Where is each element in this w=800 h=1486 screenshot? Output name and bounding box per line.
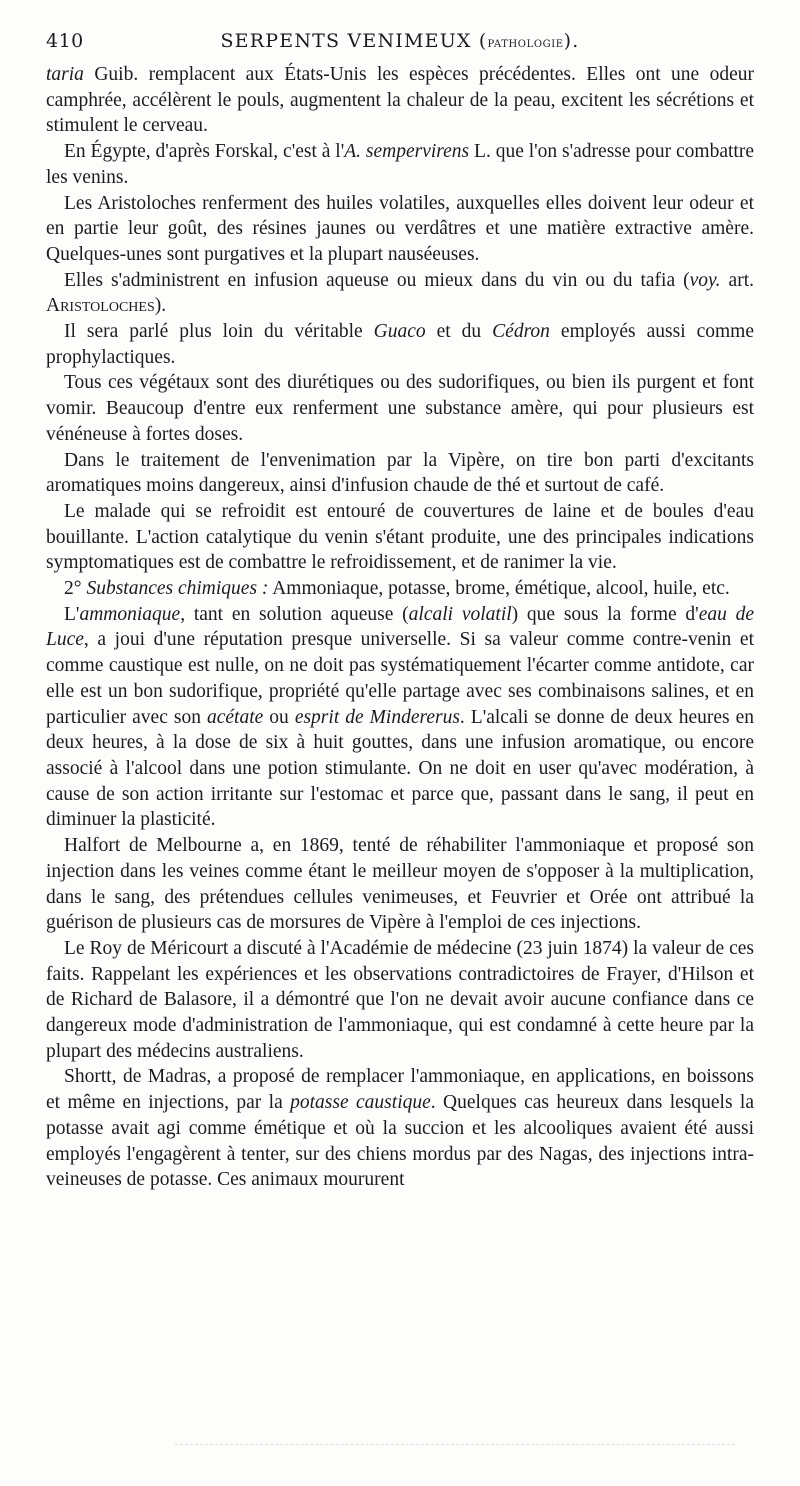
italic-text: potasse caustique — [290, 1092, 431, 1114]
italic-text: ammoniaque — [79, 603, 181, 625]
italic-text: esprit de Mindererus — [294, 706, 460, 728]
text-run: , a joui d'une réputation presque universelle. Si sa valeur comme contre-venin et comme caustique est nulle, on ne doit pas systématiquement l'écarter comme antidote, car elle est un bon sudorifique, propriété qu'elle partage avec ses combinaisons salines, et en particulier avec son — [46, 629, 754, 728]
text-run: Ammoniaque, potasse, brome, émétique, alcool, huile, etc. — [268, 578, 730, 600]
italic-text: voy. — [689, 269, 721, 291]
text-run: ) que sous la forme d' — [511, 603, 699, 625]
text-run: Les Aristoloches renferment des huiles volatiles, auxquelles elles doivent leur odeur et en partie leur goût, des résines jaunes ou verdâtres et une matière extractive amère. Quelques-unes sont purgatives et la plupart nauséeuses. — [46, 192, 754, 265]
paragraph — [46, 268, 754, 319]
text-run: Il sera parlé plus loin du véritable — [64, 321, 374, 343]
text-run: En Égypte, d'après Forskal, c'est à l' — [64, 141, 345, 163]
text-run: Guib. remplacent aux États-Unis les espèces précédentes. Elles ont une odeur camphrée, accélèrent le pouls, augmentent la chaleur de la peau, excitent les sécrétions et stimulent le cerveau. — [46, 64, 754, 137]
body-text — [46, 62, 754, 1193]
paragraph — [46, 191, 754, 268]
italic-text: Cédron — [492, 321, 550, 343]
page-number: 410 — [46, 30, 84, 52]
italic-text: acétate — [206, 706, 264, 728]
paragraph — [46, 1064, 754, 1193]
paragraph — [46, 602, 754, 833]
text-run: art. — [720, 269, 754, 291]
small-caps-text: Aristoloches — [46, 295, 155, 317]
paragraph — [46, 62, 754, 139]
italic-text: alcali volatil — [408, 603, 512, 625]
paragraph — [46, 370, 754, 447]
text-run: employés aussi comme prophylactiques. — [46, 321, 754, 368]
text-run: Tous ces végétaux sont des diurétiques ou des sudorifiques, ou bien ils purgent et font vomir. Beaucoup d'entre eux renferment une substance amère, qui pour plusieurs est vénéneuse à fortes doses. — [46, 372, 754, 445]
paragraph — [46, 448, 754, 499]
italic-text: Substances chimiques : — [86, 578, 269, 600]
paragraph — [46, 936, 754, 1065]
text-run: , tant en solution aqueuse ( — [180, 603, 409, 625]
text-run: L. que l'on s'adresse pour combattre les venins. — [46, 141, 754, 188]
text-run: ). — [154, 295, 167, 317]
paragraph — [46, 319, 754, 370]
italic-text: taria — [46, 64, 84, 85]
paragraph — [46, 833, 754, 936]
text-run: . Quelques cas heureux dans lesquels la potasse avait agi comme émétique et où la succion et les alcooliques avaient été aussi employés l'engagèrent à tenter, sur des chiens mordus par des Nagas, des injections intra-veineuses de potasse. Ces animaux moururent — [46, 1092, 754, 1191]
text-run: Shortt, de Madras, a proposé de remplacer l'ammoniaque, en applications, en boissons et même en injections, par la — [46, 1066, 754, 1114]
italic-text: A. sempervirens — [344, 141, 470, 163]
text-run: Elles s'administrent en infusion aqueuse ou mieux dans du vin ou du tafia ( — [64, 269, 690, 291]
running-title-main: SERPENTS VENIMEUX ( — [220, 30, 488, 52]
text-run: Dans le traitement de l'envenimation par la Vipère, on tire bon parti d'excitants aromatiques moins dangereux, ainsi d'infusion chaude de thé et surtout de café. — [46, 449, 754, 497]
text-run: ou — [263, 706, 295, 728]
text-run: Halfort de Melbourne a, en 1869, tenté de réhabiliter l'ammoniaque et proposé son injection dans les veines comme étant le meilleur moyen de s'opposer à la multiplication, dans le sang, des prétendues cellules venimeuses, et Feuvrier et Orée ont attribué la guérison de plusieurs cas de morsures de Vipère à l'emploi de ces injections. — [46, 835, 754, 934]
text-run: Le Roy de Méricourt a discuté à l'Académie de médecine (23 juin 1874) la valeur de ces faits. Rappelant les expériences et les observations contradictoires de Frayer, d'Hilson et de Richard de Balasore, il a démontré que l'on ne devait avoir aucune confiance dans ce dangereux mode d'administration de l'ammoniaque, qui est condamné à cette heure par la plupart des médecins australiens. — [46, 937, 754, 1062]
paragraph — [46, 576, 754, 602]
text-run: . L'alcali se donne de deux heures en deux heures, à la dose de six à huit gouttes, dans une infusion aromatique, ou encore associé à l'alcool dans une potion stimulante. On ne doit en user qu'avec modération, à cause de son action irritante sur l'estomac et parce que, passant dans le sang, il peut en diminuer la plasticité. — [46, 706, 755, 831]
footer-rule — [175, 1444, 735, 1453]
text-run: 2° — [64, 578, 87, 600]
paragraph — [46, 499, 754, 576]
italic-text: Guaco — [373, 321, 426, 343]
text-run: et du — [425, 321, 493, 343]
page-header — [46, 28, 754, 62]
paragraph — [46, 139, 754, 190]
italic-text: eau de Luce — [46, 603, 755, 651]
text-run: Le malade qui se refroidit est entouré de couvertures de laine et de boules d'eau bouillante. L'action catalytique du venin s'étant produite, une des principales indications symptomatiques est de combattre le refroidissement, et de ranimer la vie. — [46, 500, 754, 574]
running-title-section: pathologie — [487, 35, 564, 51]
running-title — [46, 30, 754, 52]
text-run: L' — [64, 603, 80, 625]
running-title-close: ). — [563, 30, 580, 52]
